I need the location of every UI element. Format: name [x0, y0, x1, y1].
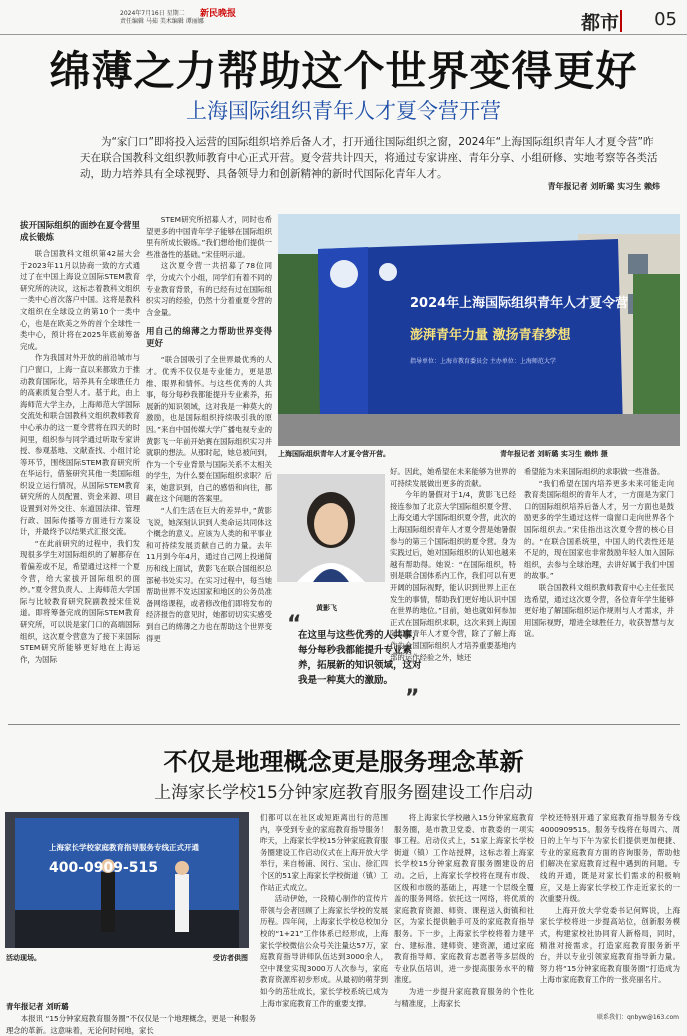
second-subheadline: 上海家长学校15分钟家庭教育服务圈建设工作启动 — [154, 783, 533, 803]
opening-ceremony-photo — [278, 214, 680, 446]
paragraph: 活动伊始，一段精心制作的宣传片带领与会者回顾了上海家长学校的发展历程。四年间，上海家长学校总校加分校的“1+21”工作体系已经形成，上海家长学校微信公众号关注量达57万，家庭教育指导讲师队伍达到3000余人，空中课堂实现3000万人次参与，家庭教育资源库初步形成。从最初的萌芽到如今的茁壮成长，家长学校系统已成为上海市家庭教育工作的重要支撑。 — [260, 894, 388, 1008]
photo-credit: 青年报记者 刘昕璐 实习生 赖炜 摄 — [500, 450, 608, 458]
section-rule — [8, 724, 680, 725]
portrait-photo — [277, 474, 385, 582]
paragraph: 联合国教科文组织教师教育中心主任张民选希望，通过这次夏令营，各位青年学生能够更好地了解国际组织运作规则与人才需求，并用国际视野，增进全球胜任力，收获智慧与友谊。 — [524, 582, 674, 639]
paragraph: 今年的暑假对于1/4，黄影飞已经接连参加了北京大学国际组织夏令营、上海交通大学国际组织夏令营，此次的上海国际组织青年人才夏令营是她暑假参与的第三个国际组织的夏令营。身为实践过后，她对国际组织的认知也越来越有帮助得。她说：“在国际组织，特别是联合国体系内工作，我们可以有更开阔的国际视野，能认识到世界上正在发生的事情，帮助我们更好地认识中国在世界的地位。”目前，她也就如何参加正式在国际组织求职，这次来到上海国际组织青年人才夏令营，除了了解上海作为全国国际组织人才培养重要基地内部的运作经验之外，她还 — [390, 490, 516, 662]
article-column-2 — [146, 214, 272, 718]
lead-paragraph: 为“家门口”即将投入运营的国际组织培养后备人才，打开通往国际组织之窗，2024年“上海国际组织青年人才夏令营”昨天在联合国教科文组织教师教育中心正式开营。夏令营共计四天，将通过专家讲座、青年分享、小组研修、实地考察等各类活动，助力培养具有全球视野、具备领导力和创新精神的新时代国际化青年人才。 — [80, 136, 658, 180]
issue-date: 2024年7月16日 星期二 — [120, 10, 185, 17]
article-column-4 — [524, 466, 674, 718]
banner-host: 指导单位：上海市教育委员会 主办单位：上海师范大学 — [410, 358, 556, 365]
photo-credit: 受访者供图 — [213, 954, 248, 962]
article2-column-2 — [260, 812, 388, 1012]
banner-title: 2024年上海国际组织青年人才夏令营 — [410, 296, 629, 311]
second-headline: 不仅是地理概念更是服务理念革新 — [163, 748, 524, 776]
portrait-name: 黄影飞 — [316, 604, 337, 612]
article-byline: 青年报记者 刘昕璐 实习生 赖炜 — [547, 182, 660, 191]
paragraph: 这次夏令营一共招募了78位同学，分成六个小组，同学们有着不同的专业教育背景，有的已经有过在国际组织实习的经验，仍然十分着重夏令营的含金量。 — [146, 261, 272, 317]
article2-column-4 — [540, 812, 680, 1008]
column-subtitle: 用自己的绵薄之力帮助世界变得更好 — [146, 327, 272, 350]
hotline-launch-photo — [5, 812, 249, 948]
paragraph: 为进一步提升家庭教育服务的个性化与精准度，上海家长 — [394, 986, 534, 1008]
article2-column-3 — [394, 812, 534, 1012]
hotline-number: 400-0909-515 — [49, 860, 159, 876]
paragraph: “在此前研究的过程中，我们发现很多学生对国际组织的了解都存在着偏差或不足，希望通过这样一个夏令营，给大家拔开国际组织的面纱。”夏令营负责人、上海师范大学国际与比较教育研究院副教授宋佳说道。即将筹备完成的国际STEM教育研究所，可以说是家门口的高端国际组织，这次夏令营意为了接下来国际STEM研究所能够更好地在上海运作，为国际 — [20, 538, 140, 664]
section-divider — [620, 10, 622, 32]
photo-caption: 活动现场。 — [6, 954, 41, 962]
page-number: 05 — [654, 9, 677, 30]
paragraph: 本报讯 “15分钟家庭教育服务圈”不仅仅是一个地理概念，更是一种服务理念的革新。这意味着，无论何时何地，家长 — [6, 1014, 256, 1035]
paragraph: “联合国吸引了全世界最优秀的人才。优秀不仅仅是专业能力，更是思维、眼界和情怀。与这些优秀的人共事，每分每秒我都能提升专业素养，拓展新的知识领域，这对我是一种莫大的激励，也是国际组织持续吸引我的原因。”来自中国传媒大学广播电视专业的黄影飞一年前开始赛在国际组织实习并就职的想法。从那时起，她总被问到，作为一个专业背景与国际关系不太相关的学生，为什么要在国际组织求职？后来，她意识到，自己的感悟和向往，都藏在这个问题的答案里。 — [146, 355, 272, 504]
main-subheadline: 上海国际组织青年人才夏令营开营 — [186, 99, 501, 123]
paragraph: 学校还特别开通了家庭教育指导服务专线4000909515。服务专线将在每周六、周日的上午与下午为家长们提供更加便捷、专业的家庭教育方面的咨询服务，帮助他们解决在家庭教育过程中遇到的问题。专线的开通，既是对家长们需求的积极响应，又是上海家长学校工作走近家长的一次重要升级。 — [540, 813, 680, 904]
open-quote-icon: “ — [287, 612, 302, 637]
footer-contact: 联系我们：qnbyw@163.com — [596, 1014, 679, 1021]
article-byline: 青年报记者 刘昕璐 — [6, 1002, 69, 1011]
paragraph: STEM研究所招募人才，同时也希望更多的中国青年学子能够在国际组织里有所成长锻炼。”我们想给他们提供一些准备性的基础。”宋佳明示道。 — [146, 215, 272, 259]
masthead-date — [120, 10, 204, 26]
paragraph: “我们希望在国内培养更多未来可能走向教育类国际组织的青年人才，一方面是为家门口的国际组织培养后备人才，另一方面也是鼓励更多的学生通过这样一扇窗口走向世界各个国际组织去。”宋佳指出这次夏令营的核心目的。“在联合国系统里，中国人的代表性还是不足的，现在国家也非常鼓励年轻人加入国际组织，去参与全球治理，去讲好属于我们中国的故事。” — [524, 478, 674, 581]
column-subtitle: 拔开国际组织的面纱在夏令营里成长锻炼 — [20, 221, 140, 243]
close-quote-icon: ” — [405, 686, 420, 711]
paragraph: “人们生活在巨大的差异中，”黄影飞说，她深刻认识到人类命运共同体这个概念的意义。应该为人类的和平事业和可持续发展贡献自己的力量。去年11月到今年4月，通过自己网上投递简历和线上面试，黄影飞在联合国组织总部秘书处实习。在实习过程中，每当她帮助世界不发达国家和地区的公务员准备网络课程，或者修改他们即将发布的经济报告的意见时，她都切切实实感受到自己的绵薄之力也在帮助这个世界变得更 — [146, 506, 272, 643]
pull-quote: 在这里与这些优秀的人共事，每分每秒我都能提升专业素养，拓展新的知识领域，这对我是一种莫大的激励。 — [298, 630, 422, 686]
section-name: 都市 — [580, 12, 619, 34]
article-column-3 — [390, 466, 516, 718]
banner-slogan: 澎湃青年力量 激扬青春梦想 — [410, 328, 571, 343]
screen-title: 上海家长学校家庭教育指导服务专线正式开通 — [49, 843, 199, 852]
paragraph: 作为我国对外开放的前沿城市与门户窗口，上海一直以来都致力于推动教育国际化，培养具有全球胜任力的高素质复合型人才。基于此，由上海师范大学主办，上海师范大学国际交流处和联合国教科文组织教师教育中心承办的这一夏令营将在四天的时间里，组织参与同学通过听取专家讲授、参观基地、文献查找、小组讨论等环节，围绕国际STEM教育研究所在华运行，借鉴研究其他一类国际组织设立运行情况，从国际STEM教育研究所的人员配置、资金来源、项目设置到对外交往、东道国法律、管理行政、国际传播等方面进行方案设计，并最终予以结果式汇报交流。 — [20, 353, 140, 537]
paragraph: 希望能为未来国际组织的求职做一些准备。 — [524, 467, 665, 476]
editor-credit: 责任编辑 马茹 美术编辑 谭丽娜 — [120, 18, 204, 25]
article-column-1 — [20, 218, 140, 718]
newspaper-logo: 新民晚报 — [200, 9, 237, 19]
paragraph: 上海开放大学党委书记何辉说，上海家长学校将进一步提高站位，创新服务模式，构建家校社协同育人新格局，同时，精准对接需求，打造家庭教育服务新平台，并以专业引领家庭教育指导新力量。努力将“15分钟家庭教育服务圈”打造成为上海市家庭教育工作的一张亮丽名片。 — [540, 905, 680, 985]
paragraph: 将上海家长学校融入15分钟家庭教育服务圈，是市教卫党委、市教委的一项实事工程。启动仪式上，51家上海家长学校街道（镇）工作站授牌，这标志着上海家长学校15分钟家庭教育服务圈建设的启动。之后，上海家长学校将在现有市级、区级和市级的基础上，再建一个层级全覆盖的服务网络。依托这一网络，将优质的家庭教育资源、师资、课程送入街镇和社区，为家长提供触手可及的家庭教育指导服务。下一步，上海家长学校将着力建平台、建标准、建师资、建资源，通过家庭教育指导师、家庭教育志愿者等多层级的专业队伍培训，进一步提高服务水平的精准度。 — [394, 813, 534, 985]
paragraph: 们都可以在社区或短距离出行的范围内，享受到专业的家庭教育指导服务！昨天，上海家长学校15分钟家庭教育服务圈建设工作启动仪式在上海开放大学举行，来自杨浦、闵行、宝山、徐汇四个区的51家上海家长学校街道（镇）工作站正式成立。 — [260, 813, 388, 892]
paragraph: 联合国教科文组织第42届大会于2023年11月以协商一致的方式通过了在中国上海设立国际STEM教育研究所的决议，这标志着教科文组织一类中心首次落户中国。这将是教科文组织在全球设立的第10个一类中心，也是在欧美之外的首个全球性一类中心，预计将在2025年底前筹备完成。 — [20, 249, 140, 351]
top-rule — [0, 34, 687, 35]
paragraph: 好。因此，她希望在未来能够为世界的可持续发展做出更多的贡献。 — [390, 467, 516, 488]
main-headline: 绵薄之力帮助这个世界变得更好 — [49, 47, 638, 95]
photo-caption: 上海国际组织青年人才夏令营开营。 — [278, 450, 390, 458]
article2-column-1 — [6, 1013, 256, 1035]
